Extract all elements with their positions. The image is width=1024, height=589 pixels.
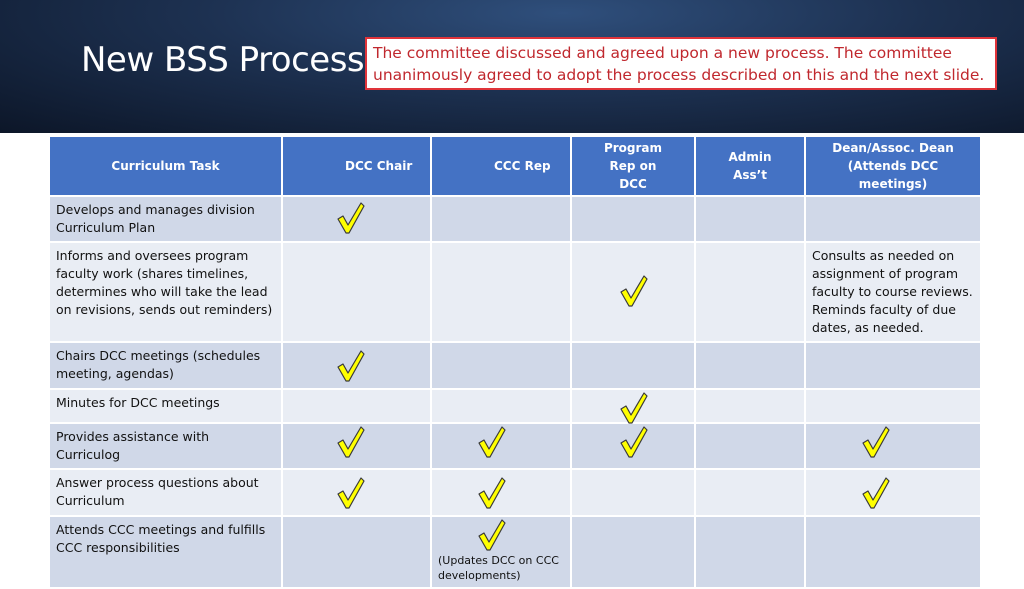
role-cell — [431, 242, 571, 342]
role-cell — [805, 423, 981, 469]
slide-title: New BSS Process — [81, 40, 365, 80]
committee-note: The committee discussed and agreed upon a new process. The committee unanimously agreed to adopt the process described on this and the next slide. — [365, 37, 997, 90]
checkmark-icon — [337, 477, 365, 509]
task-cell: Provides assistance with Curriculog — [49, 423, 282, 469]
responsibility-table — [48, 135, 982, 589]
checkmark-icon — [620, 392, 648, 424]
role-cell — [805, 516, 981, 588]
table-row — [49, 342, 981, 389]
role-cell — [571, 469, 695, 516]
checkmark-icon — [620, 426, 648, 458]
checkmark-icon — [337, 202, 365, 234]
table-row — [49, 242, 981, 342]
role-cell — [431, 196, 571, 242]
role-cell — [282, 196, 431, 242]
table-row — [49, 389, 981, 423]
role-cell — [282, 389, 431, 423]
role-cell — [571, 242, 695, 342]
task-cell: Minutes for DCC meetings — [49, 389, 282, 423]
header-program-rep: Program Rep on DCC — [571, 136, 695, 196]
checkmark-icon — [478, 426, 506, 458]
role-cell — [571, 196, 695, 242]
cell-note: Consults as needed on assignment of program faculty to course reviews. Reminds faculty of due dates, as needed. — [812, 248, 973, 335]
role-cell — [695, 342, 805, 389]
role-cell — [695, 196, 805, 242]
header-dean: Dean/Assoc. Dean (Attends DCC meetings) — [805, 136, 981, 196]
role-cell — [805, 242, 981, 342]
checkmark-icon — [478, 477, 506, 509]
header-dcc-chair: DCC Chair — [282, 136, 431, 196]
role-cell — [431, 389, 571, 423]
header-ccc-rep: CCC Rep — [431, 136, 571, 196]
role-cell — [695, 469, 805, 516]
checkmark-icon — [862, 477, 890, 509]
task-cell: Informs and oversees program faculty work (shares timelines, determines who will take the lead on revisions, sends out reminders) — [49, 242, 282, 342]
task-cell: Answer process questions about Curriculum — [49, 469, 282, 516]
role-cell — [805, 469, 981, 516]
role-cell — [695, 423, 805, 469]
header-curriculum-task: Curriculum Task — [49, 136, 282, 196]
role-cell — [805, 389, 981, 423]
role-cell — [571, 423, 695, 469]
checkmark-icon — [862, 426, 890, 458]
checkmark-icon — [620, 275, 648, 307]
role-cell — [571, 389, 695, 423]
role-cell — [431, 423, 571, 469]
role-cell — [431, 342, 571, 389]
role-cell — [695, 389, 805, 423]
checkmark-icon — [478, 519, 506, 551]
table-row — [49, 196, 981, 242]
role-cell — [695, 242, 805, 342]
table-header-row — [49, 136, 981, 196]
task-cell: Chairs DCC meetings (schedules meeting, agendas) — [49, 342, 282, 389]
role-cell — [282, 242, 431, 342]
checkmark-icon — [337, 350, 365, 382]
table-row — [49, 423, 981, 469]
role-cell — [695, 516, 805, 588]
role-cell — [282, 423, 431, 469]
table-row — [49, 516, 981, 588]
cell-note: (Updates DCC on CCC developments) — [438, 554, 559, 582]
role-cell — [282, 342, 431, 389]
task-cell: Develops and manages division Curriculum Plan — [49, 196, 282, 242]
role-cell — [805, 196, 981, 242]
checkmark-icon — [337, 426, 365, 458]
header-admin-asst: Admin Ass’t — [695, 136, 805, 196]
role-cell — [805, 342, 981, 389]
role-cell — [571, 516, 695, 588]
role-cell — [282, 469, 431, 516]
role-cell — [431, 469, 571, 516]
task-cell: Attends CCC meetings and fulfills CCC responsibilities — [49, 516, 282, 588]
table-row — [49, 469, 981, 516]
role-cell — [282, 516, 431, 588]
role-cell — [571, 342, 695, 389]
role-cell — [431, 516, 571, 588]
